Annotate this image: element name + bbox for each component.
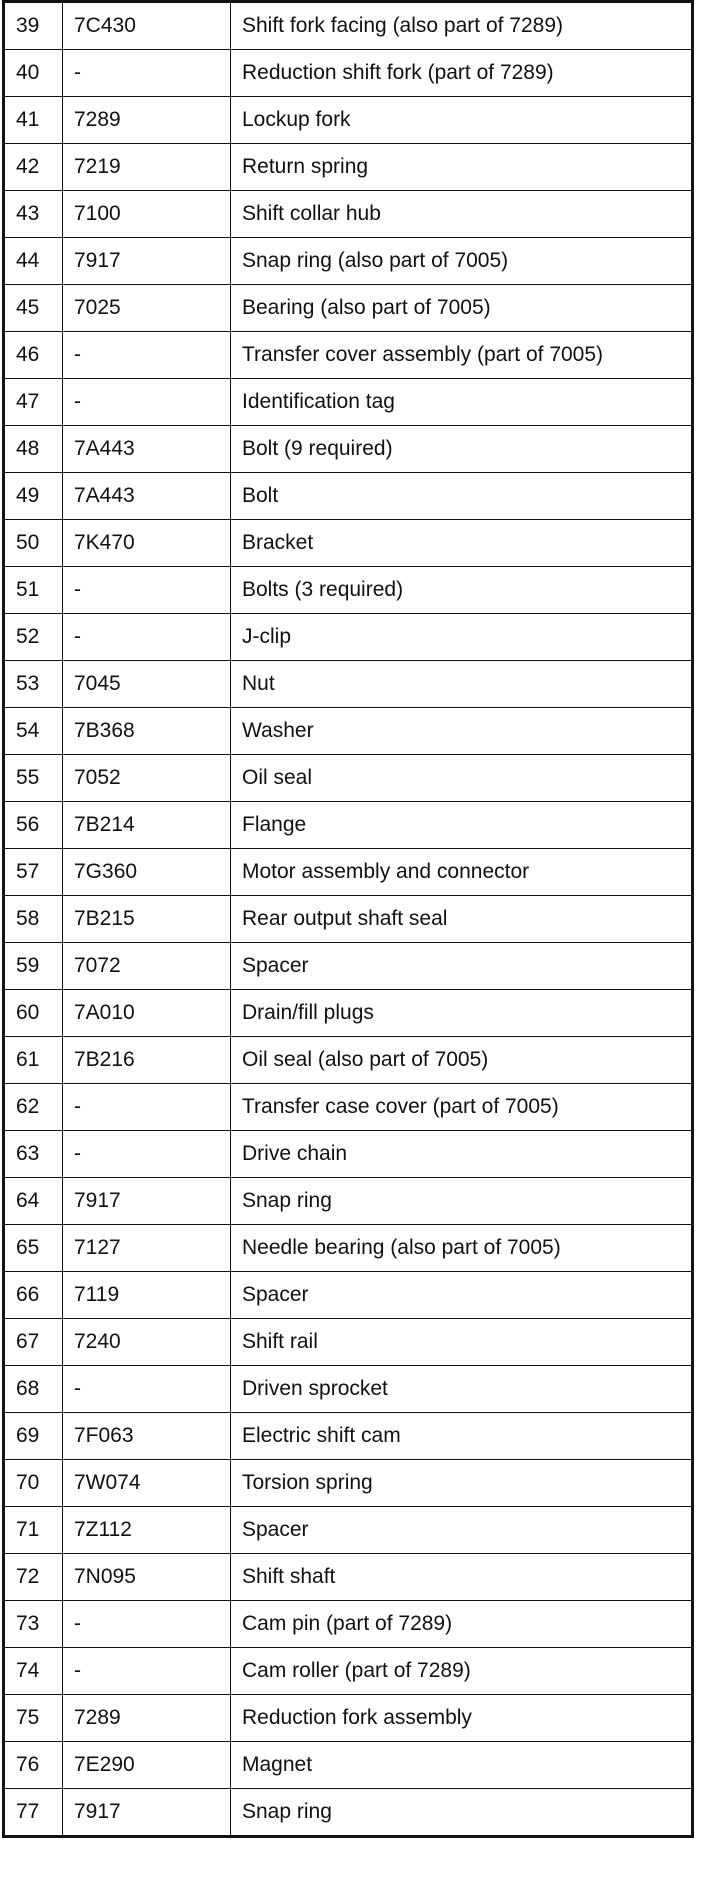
table-row [4, 1648, 693, 1695]
part-number-cell: - [63, 332, 231, 379]
part-number-cell: 7917 [63, 1789, 231, 1837]
description-cell: Motor assembly and connector [231, 849, 693, 896]
description-cell: Cam pin (part of 7289) [231, 1601, 693, 1648]
table-row [4, 661, 693, 708]
item-number-cell: 69 [4, 1413, 63, 1460]
item-number-cell: 65 [4, 1225, 63, 1272]
part-number-cell: 7100 [63, 191, 231, 238]
table-row [4, 144, 693, 191]
table-row [4, 1601, 693, 1648]
table-row [4, 1789, 693, 1837]
table-row [4, 2, 693, 50]
item-number-cell: 73 [4, 1601, 63, 1648]
description-cell: Torsion spring [231, 1460, 693, 1507]
table-row [4, 238, 693, 285]
description-cell: Reduction fork assembly [231, 1695, 693, 1742]
item-number-cell: 39 [4, 2, 63, 50]
item-number-cell: 45 [4, 285, 63, 332]
description-cell: Needle bearing (also part of 7005) [231, 1225, 693, 1272]
table-row [4, 1742, 693, 1789]
part-number-cell: 7025 [63, 285, 231, 332]
item-number-cell: 44 [4, 238, 63, 285]
description-cell: Rear output shaft seal [231, 896, 693, 943]
part-number-cell: 7052 [63, 755, 231, 802]
item-number-cell: 74 [4, 1648, 63, 1695]
item-number-cell: 40 [4, 50, 63, 97]
part-number-cell: 7N095 [63, 1554, 231, 1601]
part-number-cell: 7127 [63, 1225, 231, 1272]
description-cell: Shift shaft [231, 1554, 693, 1601]
item-number-cell: 55 [4, 755, 63, 802]
item-number-cell: 72 [4, 1554, 63, 1601]
table-row [4, 708, 693, 755]
description-cell: Washer [231, 708, 693, 755]
description-cell: Spacer [231, 1272, 693, 1319]
table-row [4, 755, 693, 802]
part-number-cell: - [63, 1366, 231, 1413]
description-cell: Return spring [231, 144, 693, 191]
table-row [4, 50, 693, 97]
part-number-cell: 7A443 [63, 426, 231, 473]
part-number-cell: 7045 [63, 661, 231, 708]
item-number-cell: 48 [4, 426, 63, 473]
table-row [4, 990, 693, 1037]
part-number-cell: 7119 [63, 1272, 231, 1319]
part-number-cell: 7F063 [63, 1413, 231, 1460]
item-number-cell: 46 [4, 332, 63, 379]
description-cell: Shift rail [231, 1319, 693, 1366]
item-number-cell: 76 [4, 1742, 63, 1789]
table-row [4, 802, 693, 849]
item-number-cell: 51 [4, 567, 63, 614]
item-number-cell: 61 [4, 1037, 63, 1084]
description-cell: Transfer case cover (part of 7005) [231, 1084, 693, 1131]
table-row [4, 1178, 693, 1225]
part-number-cell: 7A443 [63, 473, 231, 520]
part-number-cell: 7Z112 [63, 1507, 231, 1554]
item-number-cell: 71 [4, 1507, 63, 1554]
item-number-cell: 77 [4, 1789, 63, 1837]
table-row [4, 1319, 693, 1366]
item-number-cell: 58 [4, 896, 63, 943]
item-number-cell: 52 [4, 614, 63, 661]
part-number-cell: - [63, 50, 231, 97]
part-number-cell: - [63, 1131, 231, 1178]
table-row [4, 520, 693, 567]
table-row [4, 1366, 693, 1413]
description-cell: Driven sprocket [231, 1366, 693, 1413]
item-number-cell: 41 [4, 97, 63, 144]
item-number-cell: 53 [4, 661, 63, 708]
part-number-cell: 7917 [63, 238, 231, 285]
description-cell: Electric shift cam [231, 1413, 693, 1460]
description-cell: Shift fork facing (also part of 7289) [231, 2, 693, 50]
table-row [4, 1225, 693, 1272]
table-row [4, 1413, 693, 1460]
table-row [4, 473, 693, 520]
item-number-cell: 64 [4, 1178, 63, 1225]
part-number-cell: 7072 [63, 943, 231, 990]
description-cell: Snap ring [231, 1789, 693, 1837]
table-row [4, 97, 693, 144]
description-cell: Nut [231, 661, 693, 708]
description-cell: Reduction shift fork (part of 7289) [231, 50, 693, 97]
description-cell: Bearing (also part of 7005) [231, 285, 693, 332]
part-number-cell: 7B368 [63, 708, 231, 755]
item-number-cell: 70 [4, 1460, 63, 1507]
table-row [4, 1507, 693, 1554]
table-row [4, 896, 693, 943]
part-number-cell: - [63, 1648, 231, 1695]
part-number-cell: - [63, 1601, 231, 1648]
table-row [4, 285, 693, 332]
description-cell: Spacer [231, 943, 693, 990]
table-row [4, 1084, 693, 1131]
table-row [4, 379, 693, 426]
table-row [4, 1554, 693, 1601]
table-row [4, 614, 693, 661]
table-row [4, 426, 693, 473]
description-cell: Snap ring [231, 1178, 693, 1225]
item-number-cell: 49 [4, 473, 63, 520]
description-cell: Oil seal [231, 755, 693, 802]
description-cell: Bracket [231, 520, 693, 567]
parts-table-body [4, 2, 693, 1837]
part-number-cell: - [63, 567, 231, 614]
part-number-cell: 7G360 [63, 849, 231, 896]
description-cell: Flange [231, 802, 693, 849]
table-row [4, 191, 693, 238]
part-number-cell: 7E290 [63, 1742, 231, 1789]
part-number-cell: 7289 [63, 97, 231, 144]
description-cell: J-clip [231, 614, 693, 661]
description-cell: Transfer cover assembly (part of 7005) [231, 332, 693, 379]
item-number-cell: 42 [4, 144, 63, 191]
part-number-cell: 7289 [63, 1695, 231, 1742]
table-row [4, 1460, 693, 1507]
description-cell: Snap ring (also part of 7005) [231, 238, 693, 285]
item-number-cell: 50 [4, 520, 63, 567]
part-number-cell: 7C430 [63, 2, 231, 50]
item-number-cell: 47 [4, 379, 63, 426]
part-number-cell: - [63, 379, 231, 426]
item-number-cell: 62 [4, 1084, 63, 1131]
table-row [4, 1695, 693, 1742]
part-number-cell: 7W074 [63, 1460, 231, 1507]
description-cell: Drive chain [231, 1131, 693, 1178]
description-cell: Spacer [231, 1507, 693, 1554]
item-number-cell: 75 [4, 1695, 63, 1742]
table-row [4, 332, 693, 379]
item-number-cell: 66 [4, 1272, 63, 1319]
part-number-cell: 7B214 [63, 802, 231, 849]
description-cell: Shift collar hub [231, 191, 693, 238]
description-cell: Bolt (9 required) [231, 426, 693, 473]
table-row [4, 849, 693, 896]
item-number-cell: 57 [4, 849, 63, 896]
part-number-cell: 7B216 [63, 1037, 231, 1084]
item-number-cell: 59 [4, 943, 63, 990]
part-number-cell: - [63, 1084, 231, 1131]
item-number-cell: 56 [4, 802, 63, 849]
part-number-cell: 7219 [63, 144, 231, 191]
item-number-cell: 60 [4, 990, 63, 1037]
description-cell: Identification tag [231, 379, 693, 426]
description-cell: Oil seal (also part of 7005) [231, 1037, 693, 1084]
part-number-cell: 7A010 [63, 990, 231, 1037]
item-number-cell: 54 [4, 708, 63, 755]
part-number-cell: - [63, 614, 231, 661]
item-number-cell: 68 [4, 1366, 63, 1413]
part-number-cell: 7B215 [63, 896, 231, 943]
description-cell: Bolt [231, 473, 693, 520]
description-cell: Bolts (3 required) [231, 567, 693, 614]
table-row [4, 1037, 693, 1084]
item-number-cell: 63 [4, 1131, 63, 1178]
description-cell: Drain/fill plugs [231, 990, 693, 1037]
table-row [4, 1272, 693, 1319]
description-cell: Lockup fork [231, 97, 693, 144]
parts-table [2, 0, 694, 1838]
item-number-cell: 67 [4, 1319, 63, 1366]
part-number-cell: 7917 [63, 1178, 231, 1225]
item-number-cell: 43 [4, 191, 63, 238]
table-row [4, 1131, 693, 1178]
description-cell: Magnet [231, 1742, 693, 1789]
part-number-cell: 7240 [63, 1319, 231, 1366]
table-row [4, 943, 693, 990]
description-cell: Cam roller (part of 7289) [231, 1648, 693, 1695]
part-number-cell: 7K470 [63, 520, 231, 567]
table-row [4, 567, 693, 614]
